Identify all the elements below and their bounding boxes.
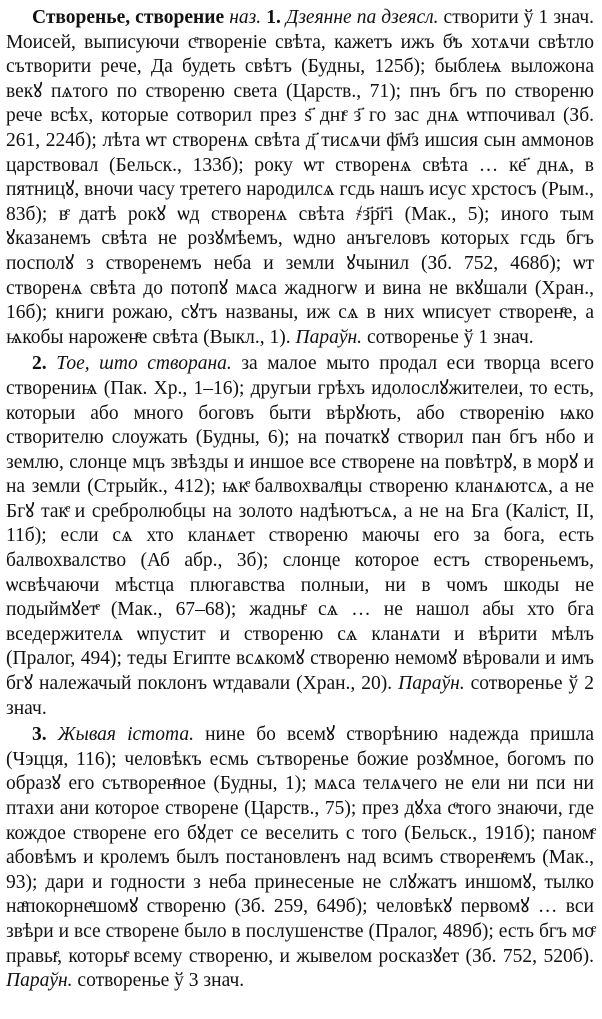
sense-number: 2. xyxy=(32,353,47,375)
sense-definition: Жывая істота. xyxy=(57,724,194,746)
sense-1-paragraph xyxy=(6,6,594,350)
sense-2-paragraph xyxy=(6,352,594,721)
sense-definition: Дзеянне па дзеясл. xyxy=(285,7,439,28)
sense-3-paragraph xyxy=(6,723,594,994)
grammar-label: наз. xyxy=(229,7,262,28)
sense-number: 3. xyxy=(32,724,47,746)
sense-body: за малое мыто продал еси творца всего створениѩ (Пак. Хр., 1–16); другыи грѣхъ идолослꙋжителеи, то есть, которыи або много боговъ быти вѣрꙋють, або створенію ѩко створителю слоужать (Будны, 6); на початкꙋ створил пан бгъ нбо и землю, слонце мцъ звѣзды и иншое все створене на повѣтрꙋ, в морꙋ и на земли (Стрыйк., 412); ѩкͤ балвохвалͤцы створеню кланѧютсѧ, а не Бгꙋ такͤ и сребролюбцы на золото надѣютъсѧ, а не на Бга (Каліст, II, 11б); если сѧ хто кланѧет створеню маючы его за бога, есть балвохвалство (Аб абр., 3б); слонце которое естъ створеньемъ, ѡсвѣчаючи мѣстца плюгавства полныи, ни в чомъ шкоды не подыймꙋетͤ (Мак., 67–68); жадныͤ сѧ … не нашол абы хто бга вседержителѧ ѡпустит и створеню сѧ кланѧти и вѣрити мѣлъ (Пралог, 494); теды Египте всѧкомꙋ створеню немомꙋ вѣровали и имъ бгꙋ належачый поклонъ ѡтдавали (Хран., 20). xyxy=(6,353,595,695)
parallel-word: сотворенье ў 3 знач. xyxy=(77,970,245,992)
sense-body: створити ў 1 знач. Моисей, выписуючи сͤтвореніе свѣта, кажетъ ижъ бͦъ хотѧчи свѣтло сътворити рече, Да будеть свѣтъ (Будны, 125б); быблеѩ выложона векꙋ пѧтого по створеню света (Царств., 71); пнъ бгъ по створеню рече всѣх, которые сотворил през ѕ҃ днıͤ з҃ го зас днѧ ѡтпочивал (Зб. 261, 224б); лѣта ѡт створенѧ свѣта д҃ тисѧчи ф҃м҃з ишсия сын аммонов царствовал (Бельск., 133б); року ѡт створенѧ свѣта … ке҃ днѧ, в пятницꙋ, вночи часу третего народилсѧ гсдь нашъ исус хрстосъ (Рым., 83б); вͤ датѣ рокꙋ ѡд створенѧ свѣта ҂з҃р҃г҃і (Мак., 5); иного тым ꙋказанемъ свѣта не розꙋмѣемъ, ѡдно анъгеловъ которых гсдь бгъ посполꙋ з створенемъ неба и земли ꙋчынил (Зб. 752, 468б); ѡт створенѧ свѣта до потопꙋ мѧса жадногѡ и вина не вкꙋшали (Хран., 16б); книги рожаю, сꙋтъ названы, иж сѧ в них ѡписует створенͤе, а ѩкобы нароженͤе свѣта (Выкл., 1). xyxy=(6,7,595,348)
parallel-label: Параўн. xyxy=(398,673,465,695)
parallel-label: Параўн. xyxy=(6,970,73,992)
sense-definition: Тое, што створана. xyxy=(56,353,232,375)
sense-number: 1. xyxy=(266,7,281,28)
headword: Створенье, створение xyxy=(32,7,225,28)
sense-body: нине бо всемꙋ створѣнию надежда пришла (Чэцця, 116); человѣкъ есмь сътворенье божие розꙋмное, богомъ по образꙋ его сътворенͤное (Будны, 1); мѧса телѧчего не ели ни пси ни птахи ани которое створене (Царств., 75); през дꙋха сͦтого знаючи, где кождое створене его бꙋдет се веселить с того (Бельск., 191б); паномͤ абовѣмъ и кролемъ былъ постановленъ над всимъ створенͤемъ (Мак., 93); дари и годности з неба принесеные не слꙋжатъ иншомꙋ, тылко наͤпокорнеͤшомꙋ створеню (Зб. 259, 649б); человѣкꙋ первомꙋ … вси звѣри и все створене было в послушенстве (Пралог, 489б); есть бгъ моͤ правыͤ, которыͤ всему створеню, и жывелом росказꙋет (Зб. 752, 520б). xyxy=(6,724,595,967)
parallel-word: сотворенье ў 2 знач. xyxy=(6,673,595,719)
parallel-label: Параўн. xyxy=(295,326,363,348)
parallel-word: сотворенье ў 1 знач. xyxy=(366,326,534,348)
